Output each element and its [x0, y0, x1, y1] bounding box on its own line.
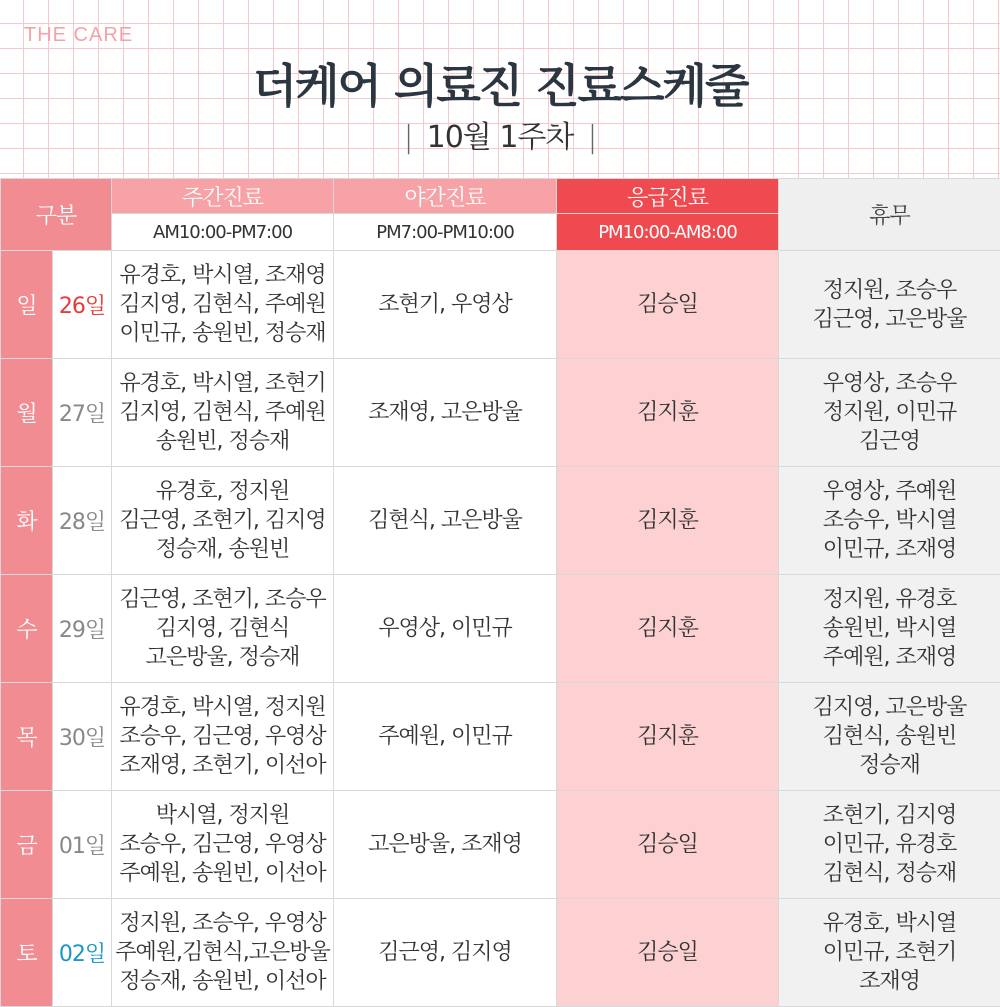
night-shift-cell: 우영상, 이민규 — [334, 575, 557, 683]
day-shift-cell: 정지원, 조승우, 우영상 주예원,김현식,고은방울 정승재, 송원빈, 이선아 — [112, 899, 334, 1007]
brand-logo-text: THE CARE — [24, 24, 133, 47]
subtitle-bar-right: | — [587, 120, 596, 155]
night-shift-cell: 주예원, 이민규 — [334, 683, 557, 791]
day-of-week: 토 — [1, 899, 53, 1007]
date-cell: 27일 — [53, 359, 112, 467]
off-cell: 우영상, 주예원 조승우, 박시열 이민규, 조재영 — [779, 467, 1000, 575]
night-shift-cell: 김근영, 김지영 — [334, 899, 557, 1007]
schedule-row-sunday — [1, 251, 1000, 359]
off-cell: 김지영, 고은방울 김현식, 송원빈 정승재 — [779, 683, 1000, 791]
date-cell: 01일 — [53, 791, 112, 899]
date-cell: 30일 — [53, 683, 112, 791]
day-shift-cell: 유경호, 정지원 김근영, 조현기, 김지영 정승재, 송원빈 — [112, 467, 334, 575]
emergency-cell: 김승일 — [557, 791, 779, 899]
emergency-cell: 김지훈 — [557, 683, 779, 791]
night-shift-cell: 김현식, 고은방울 — [334, 467, 557, 575]
day-shift-cell: 유경호, 박시열, 조현기 김지영, 김현식, 주예원 송원빈, 정승재 — [112, 359, 334, 467]
off-cell: 정지원, 조승우 김근영, 고은방울 — [779, 251, 1000, 359]
schedule-row-thursday — [1, 683, 1000, 791]
day-of-week: 월 — [1, 359, 53, 467]
header-emergency: 응급진료 — [557, 179, 779, 214]
schedule-row-saturday — [1, 899, 1000, 1007]
schedule-row-wednesday — [1, 575, 1000, 683]
header-day-time: AM10:00-PM7:00 — [112, 214, 334, 251]
day-of-week: 금 — [1, 791, 53, 899]
off-cell: 유경호, 박시열 이민규, 조현기 조재영 — [779, 899, 1000, 1007]
off-cell: 조현기, 김지영 이민규, 유경호 김현식, 정승재 — [779, 791, 1000, 899]
night-shift-cell: 고은방울, 조재영 — [334, 791, 557, 899]
date-cell: 26일 — [53, 251, 112, 359]
date-cell: 29일 — [53, 575, 112, 683]
day-of-week: 화 — [1, 467, 53, 575]
day-shift-cell: 유경호, 박시열, 조재영 김지영, 김현식, 주예원 이민규, 송원빈, 정승재 — [112, 251, 334, 359]
emergency-cell: 김지훈 — [557, 359, 779, 467]
schedule-row-tuesday — [1, 467, 1000, 575]
schedule-row-friday — [1, 791, 1000, 899]
day-of-week: 목 — [1, 683, 53, 791]
header-night-shift: 야간진료 — [334, 179, 557, 214]
day-shift-cell: 김근영, 조현기, 조승우 김지영, 김현식 고은방울, 정승재 — [112, 575, 334, 683]
day-of-week: 일 — [1, 251, 53, 359]
header-emergency-time: PM10:00-AM8:00 — [557, 214, 779, 251]
header-day-shift: 주간진료 — [112, 179, 334, 214]
day-shift-cell: 유경호, 박시열, 정지원 조승우, 김근영, 우영상 조재영, 조현기, 이선아 — [112, 683, 334, 791]
header-division: 구분 — [1, 179, 112, 251]
week-label: 10월 1주차 — [427, 120, 574, 155]
subtitle-bar-left: | — [404, 120, 413, 155]
header-night-time: PM7:00-PM10:00 — [334, 214, 557, 251]
off-cell: 정지원, 유경호 송원빈, 박시열 주예원, 조재영 — [779, 575, 1000, 683]
schedule-table — [0, 178, 1000, 1007]
emergency-cell: 김승일 — [557, 899, 779, 1007]
date-cell: 28일 — [53, 467, 112, 575]
day-of-week: 수 — [1, 575, 53, 683]
day-shift-cell: 박시열, 정지원 조승우, 김근영, 우영상 주예원, 송원빈, 이선아 — [112, 791, 334, 899]
emergency-cell: 김승일 — [557, 251, 779, 359]
night-shift-cell: 조재영, 고은방울 — [334, 359, 557, 467]
page-title: 더케어 의료진 진료스케줄 — [0, 50, 1000, 116]
page-subtitle — [0, 112, 1000, 156]
night-shift-cell: 조현기, 우영상 — [334, 251, 557, 359]
header-off: 휴무 — [779, 179, 1000, 251]
off-cell: 우영상, 조승우 정지원, 이민규 김근영 — [779, 359, 1000, 467]
emergency-cell: 김지훈 — [557, 467, 779, 575]
date-cell: 02일 — [53, 899, 112, 1007]
emergency-cell: 김지훈 — [557, 575, 779, 683]
schedule-row-monday — [1, 359, 1000, 467]
